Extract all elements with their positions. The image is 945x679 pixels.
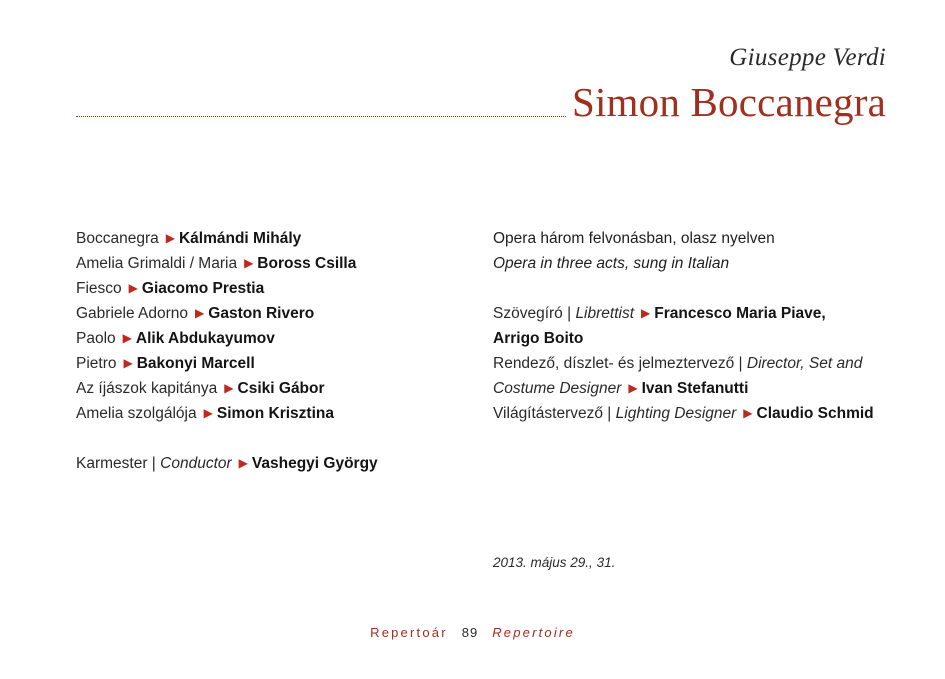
cast-row [76, 326, 378, 351]
dotted-rule [76, 116, 566, 117]
director-row [493, 351, 874, 376]
conductor-role-en: Conductor [160, 455, 232, 472]
director-role-en-2: Costume Designer [493, 380, 622, 397]
cast-role: Az íjászok kapitánya [76, 380, 218, 397]
cast-performer: Kálmándi Mihály [178, 230, 302, 247]
triangle-right-icon: ▶ [122, 331, 132, 345]
cast-row [76, 276, 378, 301]
librettist-role-hu: Szövegíró | [493, 305, 572, 322]
cast-role: Pietro [76, 355, 117, 372]
cast-row [76, 226, 378, 251]
page-number: 89 [461, 625, 479, 640]
page-footer [0, 625, 945, 640]
production-info [493, 226, 874, 426]
cast-performer: Simon Krisztina [216, 405, 334, 422]
cast-row [76, 376, 378, 401]
footer-label-hu: Repertoár [370, 625, 448, 640]
cast-performer: Csiki Gábor [237, 380, 325, 397]
triangle-right-icon: ▶ [641, 306, 651, 320]
director-name: Ivan Stefanutti [641, 380, 749, 397]
cast-performer: Gaston Rivero [208, 305, 315, 322]
lighting-role-hu: Világítástervező | [493, 405, 612, 422]
lighting-role-en: Lighting Designer [615, 405, 737, 422]
cast-role: Paolo [76, 330, 116, 347]
conductor-row [76, 451, 378, 476]
librettist-name-2: Arrigo Boito [493, 330, 584, 347]
triangle-right-icon: ▶ [128, 281, 138, 295]
opera-title: Simon Boccanegra [571, 79, 886, 125]
librettist-name: Francesco Maria Piave, [654, 305, 826, 322]
cast-row [76, 401, 378, 426]
librettist-row-cont [493, 326, 874, 351]
triangle-right-icon: ▶ [203, 406, 213, 420]
triangle-right-icon: ▶ [244, 256, 254, 270]
footer-label-en: Repertoire [492, 625, 575, 640]
lighting-row [493, 401, 874, 426]
director-role-hu: Rendező, díszlet- és jelmeztervező | [493, 355, 743, 372]
conductor-role-hu: Karmester | [76, 455, 156, 472]
cast-role: Gabriele Adorno [76, 305, 189, 322]
cast-performer: Giacomo Prestia [141, 280, 265, 297]
composer-name: Giuseppe Verdi [729, 44, 886, 71]
triangle-right-icon: ▶ [628, 381, 638, 395]
cast-performer: Alik Abdukayumov [135, 330, 275, 347]
lighting-name: Claudio Schmid [756, 405, 874, 422]
director-role-en-1: Director, Set and [746, 355, 863, 372]
performance-dates: 2013. május 29., 31. [493, 555, 616, 570]
cast-performer: Boross Csilla [257, 255, 357, 272]
librettist-role-en: Librettist [575, 305, 635, 322]
info-line-hu: Opera három felvonásban, olasz nyelven [493, 230, 775, 247]
triangle-right-icon: ▶ [165, 231, 175, 245]
triangle-right-icon: ▶ [123, 356, 133, 370]
cast-role: Boccanegra [76, 230, 159, 247]
cast-row [76, 251, 378, 276]
cast-row [76, 351, 378, 376]
cast-role: Amelia Grimaldi / Maria [76, 255, 238, 272]
cast-list [76, 226, 378, 476]
cast-row [76, 301, 378, 326]
cast-role: Amelia szolgálója [76, 405, 197, 422]
librettist-row [493, 301, 874, 326]
triangle-right-icon: ▶ [743, 406, 753, 420]
info-line-en: Opera in three acts, sung in Italian [493, 255, 730, 272]
triangle-right-icon: ▶ [224, 381, 234, 395]
director-row-cont [493, 376, 874, 401]
cast-role: Fiesco [76, 280, 122, 297]
triangle-right-icon: ▶ [195, 306, 205, 320]
conductor-name: Vashegyi György [251, 455, 378, 472]
triangle-right-icon: ▶ [238, 456, 248, 470]
cast-performer: Bakonyi Marcell [136, 355, 255, 372]
